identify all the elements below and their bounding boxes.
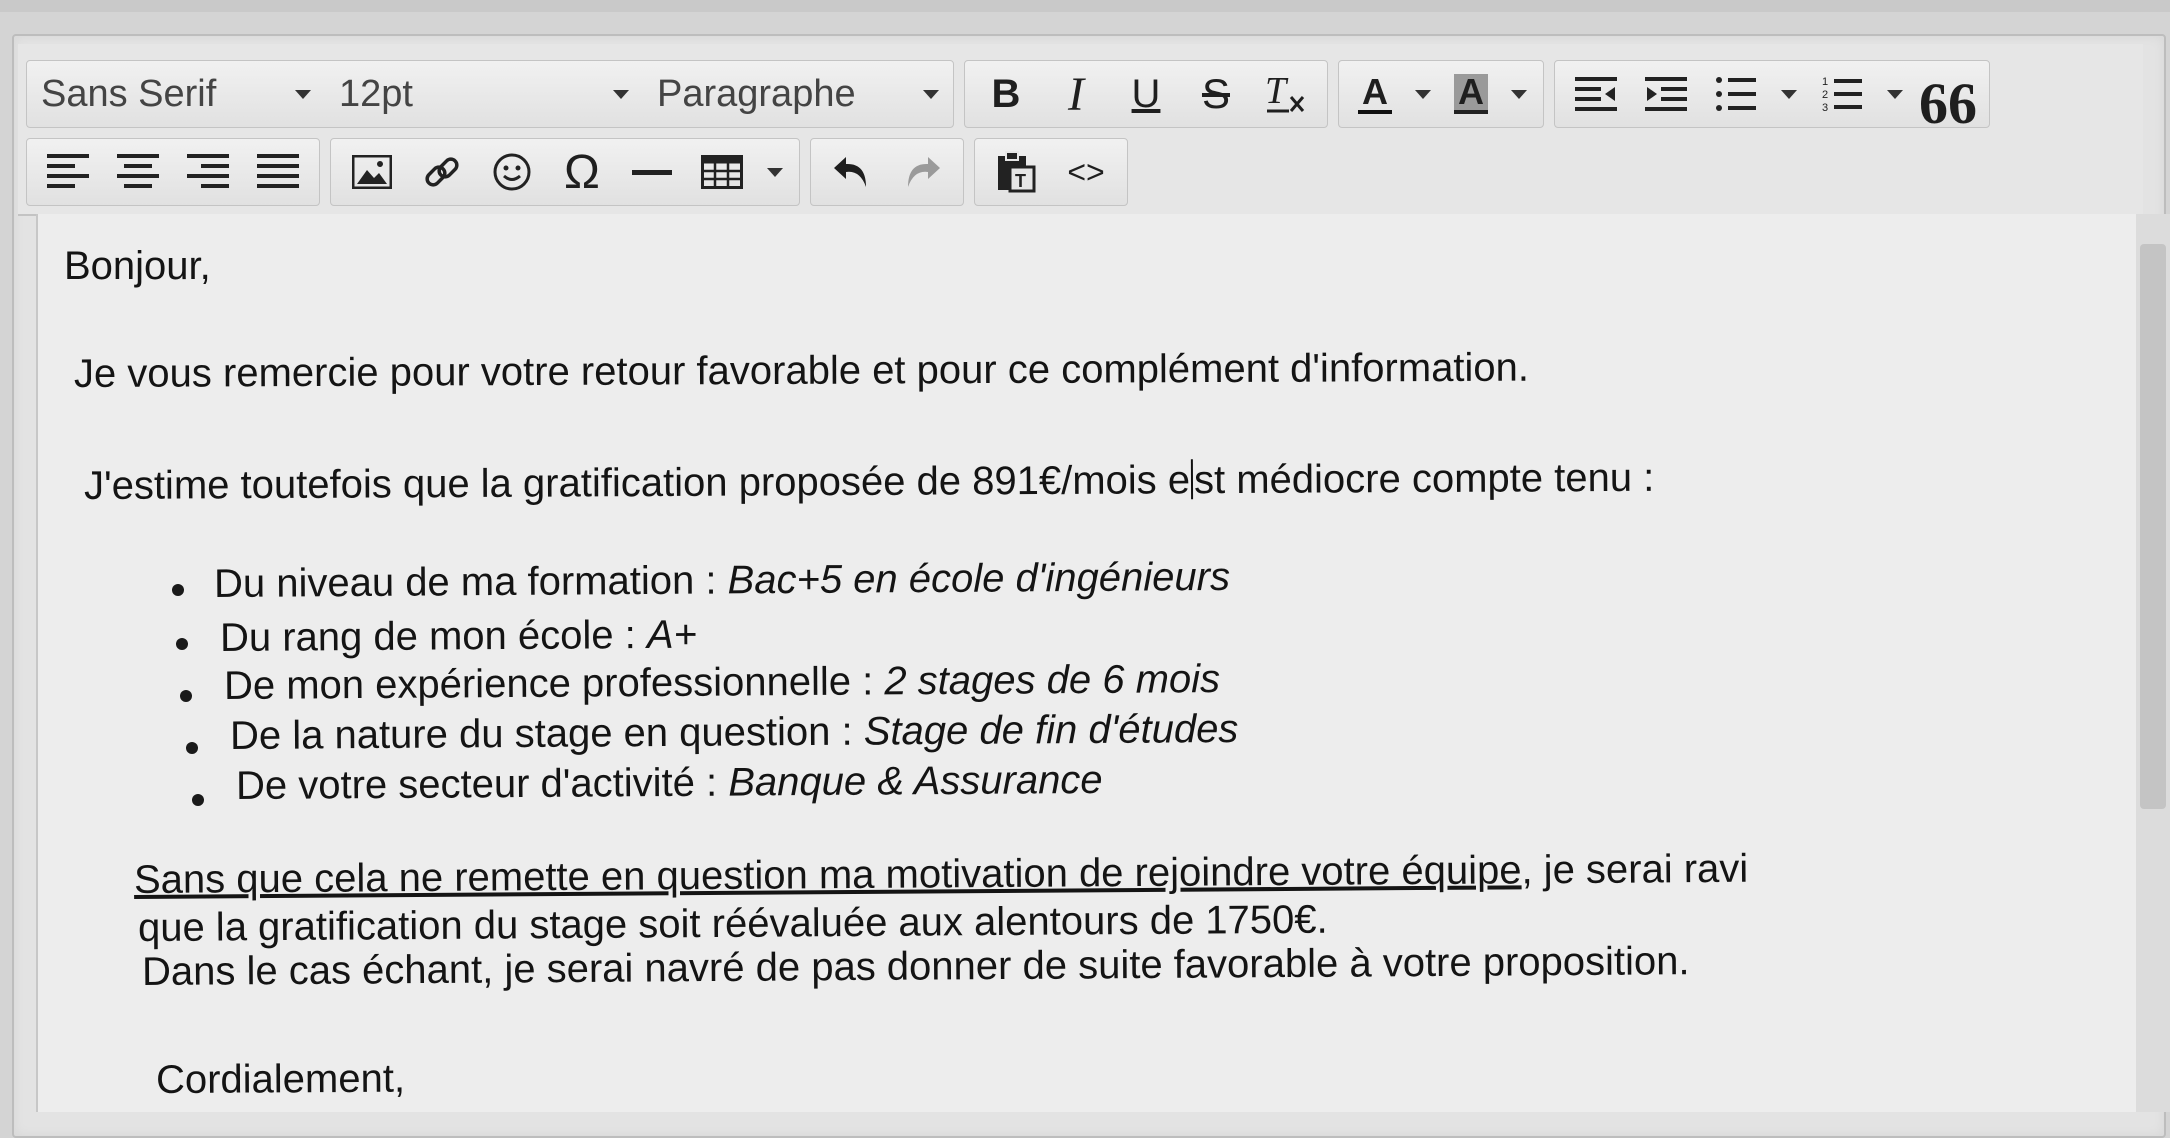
- align-left-icon: [47, 154, 89, 190]
- bullet-marker: [192, 794, 204, 806]
- alignment-group: [26, 138, 320, 206]
- scrollbar-thumb[interactable]: [2140, 244, 2166, 809]
- emoticon-icon: [492, 152, 532, 192]
- list-item: [230, 707, 1239, 759]
- list-item-value: Stage de fin d'études: [863, 706, 1239, 754]
- motivation-underlined-text: Sans que cela ne remette en question ma motivation de rejoindre votre équipe: [133, 848, 1522, 902]
- bullet-marker: [176, 638, 188, 650]
- paragraph-estimate-part1: J'estime toutefois que la gratification proposée de 891€/mois e: [83, 458, 1191, 508]
- align-right-icon: [187, 154, 229, 190]
- paragraph-motivation-line3: Dans le cas échant, je serai navré de pas donner de suite favorable à votre proposition.: [141, 939, 1690, 994]
- list-item-label: De la nature du stage en question :: [229, 709, 864, 758]
- chevron-down-icon: [1415, 90, 1431, 99]
- font-family-select[interactable]: [27, 64, 325, 124]
- chevron-down-icon: [613, 90, 629, 99]
- align-center-button[interactable]: [103, 142, 173, 202]
- redo-icon: [902, 153, 942, 191]
- outdent-button[interactable]: [1561, 64, 1631, 124]
- background-color-dropdown[interactable]: [1501, 64, 1537, 124]
- svg-text:1: 1: [1822, 76, 1829, 88]
- underline-icon: U: [1131, 71, 1161, 116]
- justify-button[interactable]: [243, 142, 313, 202]
- svg-text:2: 2: [1822, 89, 1829, 101]
- toolbar-row-1: [26, 58, 2000, 136]
- text-style-group: [964, 60, 1328, 128]
- numbered-list-button[interactable]: [1807, 64, 1877, 124]
- source-code-button[interactable]: [1051, 142, 1121, 202]
- svg-text:T: T: [1265, 71, 1287, 112]
- indent-button[interactable]: [1631, 64, 1701, 124]
- paragraph-estimate-part2: st médiocre compte tenu :: [1193, 455, 1655, 503]
- align-left-button[interactable]: [33, 142, 103, 202]
- font-size-select[interactable]: [325, 64, 643, 124]
- editor-toolbar: [18, 44, 2143, 216]
- chevron-down-icon: [1781, 90, 1797, 99]
- list-item-value: A+: [646, 612, 698, 658]
- list-item-value: Banque & Assurance: [728, 757, 1103, 805]
- horizontal-rule-icon: [632, 168, 672, 176]
- chevron-down-icon: [923, 90, 939, 99]
- bullet-list-icon: [1716, 77, 1756, 111]
- blockquote-icon: 66: [1919, 71, 1977, 136]
- chevron-down-icon: [295, 90, 311, 99]
- font-size-value: 12pt: [339, 72, 413, 115]
- chevron-down-icon: [767, 168, 783, 177]
- strikethrough-button[interactable]: [1181, 64, 1251, 124]
- horizontal-rule-button[interactable]: [617, 142, 687, 202]
- undo-button[interactable]: [817, 142, 887, 202]
- color-group: [1338, 60, 1544, 128]
- list-group: [1554, 60, 1990, 136]
- chevron-down-icon: [1887, 90, 1903, 99]
- bullet-marker: [172, 584, 184, 596]
- text-cursor: [1191, 459, 1193, 499]
- paragraph-motivation-line2: que la gratification du stage soit réévaluée aux alentours de 1750€.: [137, 897, 1328, 950]
- source-code-icon: <>: [1067, 153, 1105, 190]
- blockquote-button[interactable]: [1913, 64, 1983, 136]
- insert-link-button[interactable]: [407, 142, 477, 202]
- insert-emoticon-button[interactable]: [477, 142, 547, 202]
- greeting-line: Bonjour,: [64, 244, 211, 288]
- list-item-label: Du niveau de ma formation :: [213, 558, 728, 606]
- special-char-icon: Ω: [564, 145, 600, 199]
- bullet-marker: [186, 742, 198, 754]
- closing-line: Cordialement,: [155, 1056, 406, 1102]
- paragraph-thanks: Je vous remercie pour votre retour favorable et pour ce complément d'information.: [73, 345, 1530, 396]
- window-top-strip: [0, 0, 2170, 12]
- strikethrough-icon: S: [1201, 70, 1230, 117]
- text-color-icon: A: [1358, 74, 1392, 114]
- paste-text-button[interactable]: [981, 142, 1051, 202]
- paste-text-icon: [996, 151, 1036, 193]
- bullet-list-dropdown[interactable]: [1771, 64, 1807, 124]
- indent-icon: [1645, 77, 1687, 111]
- list-item-label: De mon expérience professionnelle :: [223, 659, 885, 708]
- numbered-list-icon: [1822, 75, 1862, 113]
- clear-format-button[interactable]: [1251, 64, 1321, 124]
- underline-button[interactable]: [1111, 64, 1181, 124]
- motivation-rest-text: , je serai ravi: [1521, 846, 1749, 893]
- special-char-button[interactable]: [547, 142, 617, 202]
- text-color-button[interactable]: [1345, 64, 1405, 124]
- link-icon: [422, 152, 462, 192]
- block-format-value: Paragraphe: [657, 72, 856, 115]
- bullet-list-button[interactable]: [1701, 64, 1771, 124]
- list-item-label: Du rang de mon école :: [219, 613, 648, 660]
- list-item-label: De votre secteur d'activité :: [235, 760, 729, 808]
- bold-button[interactable]: [971, 64, 1041, 124]
- font-family-value: Sans Serif: [41, 72, 217, 115]
- italic-button[interactable]: [1041, 64, 1111, 124]
- redo-button[interactable]: [887, 142, 957, 202]
- outdent-icon: [1575, 77, 1617, 111]
- list-item: [214, 555, 1230, 607]
- text-color-dropdown[interactable]: [1405, 64, 1441, 124]
- svg-text:T: T: [1015, 171, 1026, 191]
- align-right-button[interactable]: [173, 142, 243, 202]
- numbered-list-dropdown[interactable]: [1877, 64, 1913, 124]
- align-center-icon: [117, 154, 159, 190]
- chevron-down-icon: [1511, 90, 1527, 99]
- block-format-select[interactable]: [643, 64, 953, 124]
- background-color-button[interactable]: [1441, 64, 1501, 124]
- svg-text:3: 3: [1822, 102, 1829, 113]
- misc-group: [974, 138, 1128, 206]
- list-item: [220, 613, 697, 661]
- background-color-icon: A: [1454, 74, 1488, 114]
- vertical-scrollbar[interactable]: [2136, 214, 2170, 1112]
- list-item: [236, 758, 1103, 809]
- table-icon: [701, 155, 743, 189]
- list-item-value: Bac+5 en école d'ingénieurs: [727, 554, 1231, 603]
- list-item: [224, 657, 1220, 709]
- bullet-marker: [180, 690, 192, 702]
- insert-group: [330, 138, 800, 206]
- undo-icon: [832, 153, 872, 191]
- image-icon: [352, 155, 392, 189]
- italic-icon: I: [1068, 67, 1084, 121]
- insert-table-button[interactable]: [687, 142, 757, 202]
- list-item-value: 2 stages de 6 mois: [884, 657, 1221, 704]
- table-dropdown[interactable]: [757, 142, 793, 202]
- format-dropdowns: [26, 60, 954, 128]
- clear-format-icon: [1263, 71, 1309, 117]
- justify-icon: [257, 154, 299, 190]
- insert-image-button[interactable]: [337, 142, 407, 202]
- paragraph-estimate: [84, 456, 1655, 509]
- history-group: [810, 138, 964, 206]
- bold-icon: B: [991, 71, 1021, 116]
- toolbar-row-2: [26, 136, 1138, 208]
